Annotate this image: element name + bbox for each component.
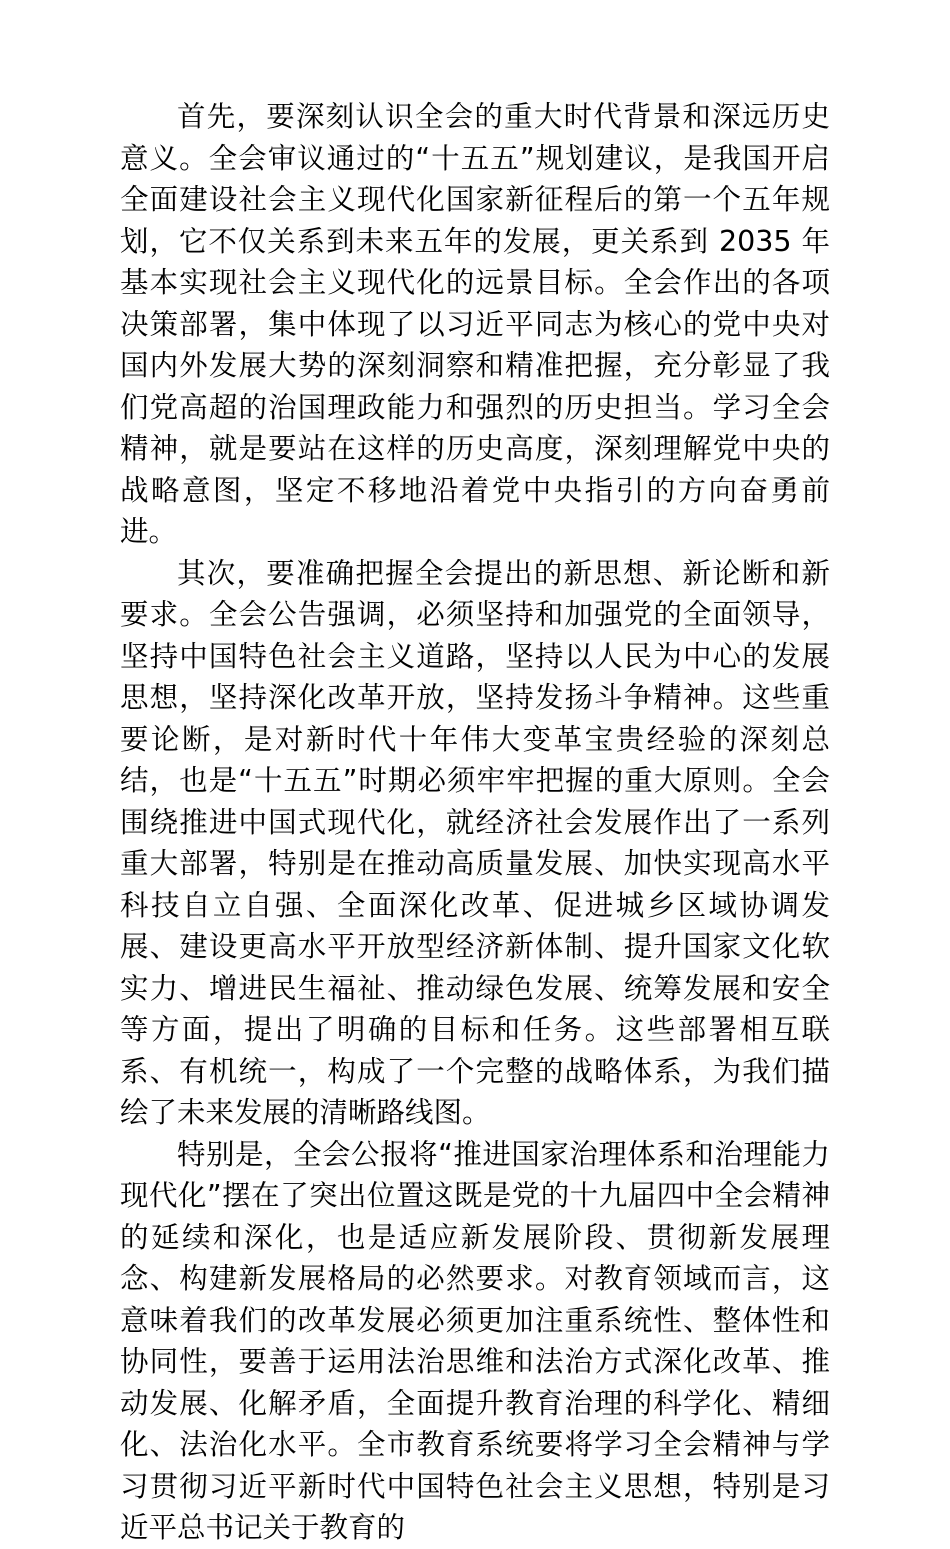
document-body	[120, 96, 830, 1549]
paragraph-3: 特别是，全会公报将“推进国家治理体系和治理能力现代化”摆在了突出位置这既是党的十九届四中全会精神的延续和深化，也是适应新发展阶段、贯彻新发展理念、构建新发展格局的必然要求。对教育领域而言，这意味着我们的改革发展必须更加注重系统性、整体性和协同性，要善于运用法治思维和法治方式深化改革、推动发展、化解矛盾，全面提升教育治理的科学化、精细化、法治化水平。全市教育系统要将学习全会精神与学习贯彻习近平新时代中国特色社会主义思想，特别是习近平总书记关于教育的	[120, 1137, 830, 1544]
paragraph-2: 其次，要准确把握全会提出的新思想、新论断和新要求。全会公告强调，必须坚持和加强党的全面领导，坚持中国特色社会主义道路，坚持以人民为中心的发展思想，坚持深化改革开放，坚持发扬斗争精神。这些重要论断，是对新时代十年伟大变革宝贵经验的深刻总结，也是“十五五”时期必须牢牢把握的重大原则。全会围绕推进中国式现代化，就经济社会发展作出了一系列重大部署，特别是在推动高质量发展、加快实现高水平科技自立自强、全面深化改革、促进城乡区域协调发展、建设更高水平开放型经济新体制、提升国家文化软实力、增进民生福祉、推动绿色发展、统筹发展和安全等方面，提出了明确的目标和任务。这些部署相互联系、有机统一，构成了一个完整的战略体系，为我们描绘了未来发展的清晰路线图。	[120, 556, 830, 1129]
paragraph-1: 首先，要深刻认识全会的重大时代背景和深远历史意义。全会审议通过的“十五五”规划建议，是我国开启全面建设社会主义现代化国家新征程后的第一个五年规划，它不仅关系到未来五年的发展，更关系到 2035 年基本实现社会主义现代化的远景目标。全会作出的各项决策部署，集中体现了以习近平同志为核心的党中央对国内外发展大势的深刻洞察和精准把握，充分彰显了我们党高超的治国理政能力和强烈的历史担当。学习全会精神，就是要站在这样的历史高度，深刻理解党中央的战略意图，坚定不移地沿着党中央指引的方向奋勇前进。	[120, 100, 830, 548]
